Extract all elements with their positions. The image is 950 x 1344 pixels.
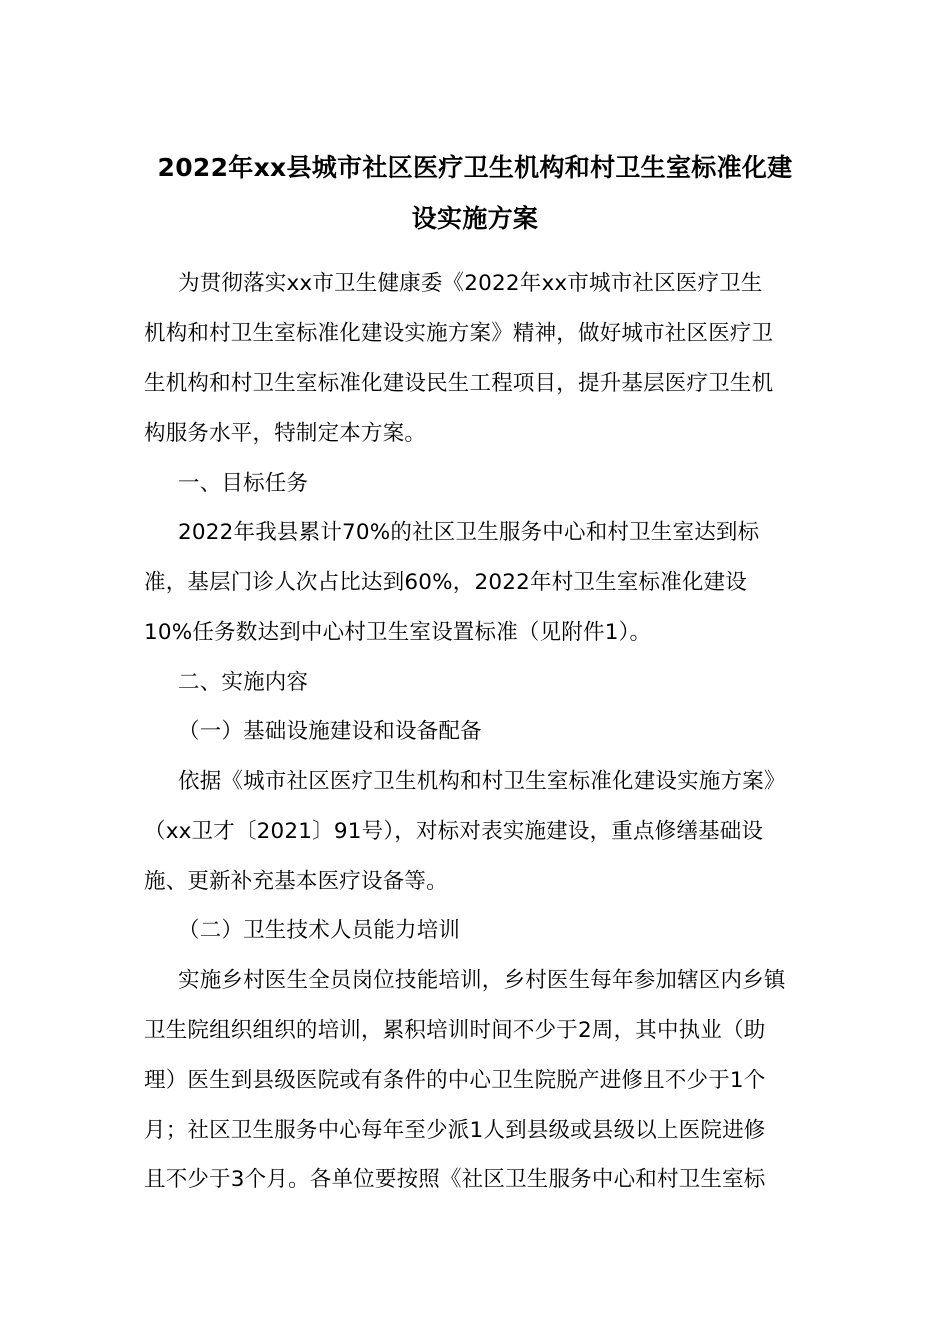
document-title-line-1: 2022年xx县城市社区医疗卫生机构和村卫生室标准化建	[157, 153, 793, 182]
subsection-heading-infrastructure: （一）基础设施建设和设备配备	[178, 719, 482, 744]
paragraph-intro-line-3: 生机构和村卫生室标准化建设民生工程项目，提升基层医疗卫生机	[144, 371, 774, 396]
paragraph-training-line-4: 月；社区卫生服务中心每年至少派1人到县级或县级以上医院进修	[144, 1118, 766, 1143]
paragraph-goals-line-1: 2022年我县累计70%的社区卫生服务中心和村卫生室达到标	[178, 520, 760, 545]
paragraph-intro-line-4: 构服务水平，特制定本方案。	[144, 421, 427, 446]
paragraph-intro-line-2: 机构和村卫生室标准化建设实施方案》精神，做好城市社区医疗卫	[144, 321, 774, 346]
paragraph-goals-line-3: 10%任务数达到中心村卫生室设置标准（见附件1）。	[144, 620, 652, 645]
section-heading-content: 二、实施内容	[178, 670, 309, 695]
paragraph-training-line-3: 理）医生到县级医院或有条件的中心卫生院脱产进修且不少于1个	[144, 1068, 766, 1093]
paragraph-infrastructure-line-1: 依据《城市社区医疗卫生机构和村卫生室标准化建设实施方案》	[178, 769, 786, 794]
document-title-line-2: 设实施方案	[411, 204, 539, 233]
paragraph-infrastructure-line-3: 施、更新补充基本医疗设备等。	[144, 869, 448, 894]
paragraph-training-line-1: 实施乡村医生全员岗位技能培训，乡村医生每年参加辖区内乡镇	[178, 968, 786, 993]
paragraph-infrastructure-line-2: （xx卫才〔2021〕91号），对标对表实施建设，重点修缮基础设	[144, 819, 764, 844]
paragraph-intro-line-1: 为贯彻落实xx市卫生健康委《2022年xx市城市社区医疗卫生	[178, 271, 763, 296]
paragraph-training-line-5: 且不少于3个月。各单位要按照《社区卫生服务中心和村卫生室标	[144, 1167, 766, 1192]
subsection-heading-training: （二）卫生技术人员能力培训	[178, 918, 461, 943]
paragraph-goals-line-2: 准，基层门诊人次占比达到60%，2022年村卫生室标准化建设	[144, 570, 748, 595]
section-heading-goals: 一、目标任务	[178, 471, 309, 496]
paragraph-training-line-2: 卫生院组织组织的培训，累积培训时间不少于2周，其中执业（助	[144, 1018, 766, 1043]
